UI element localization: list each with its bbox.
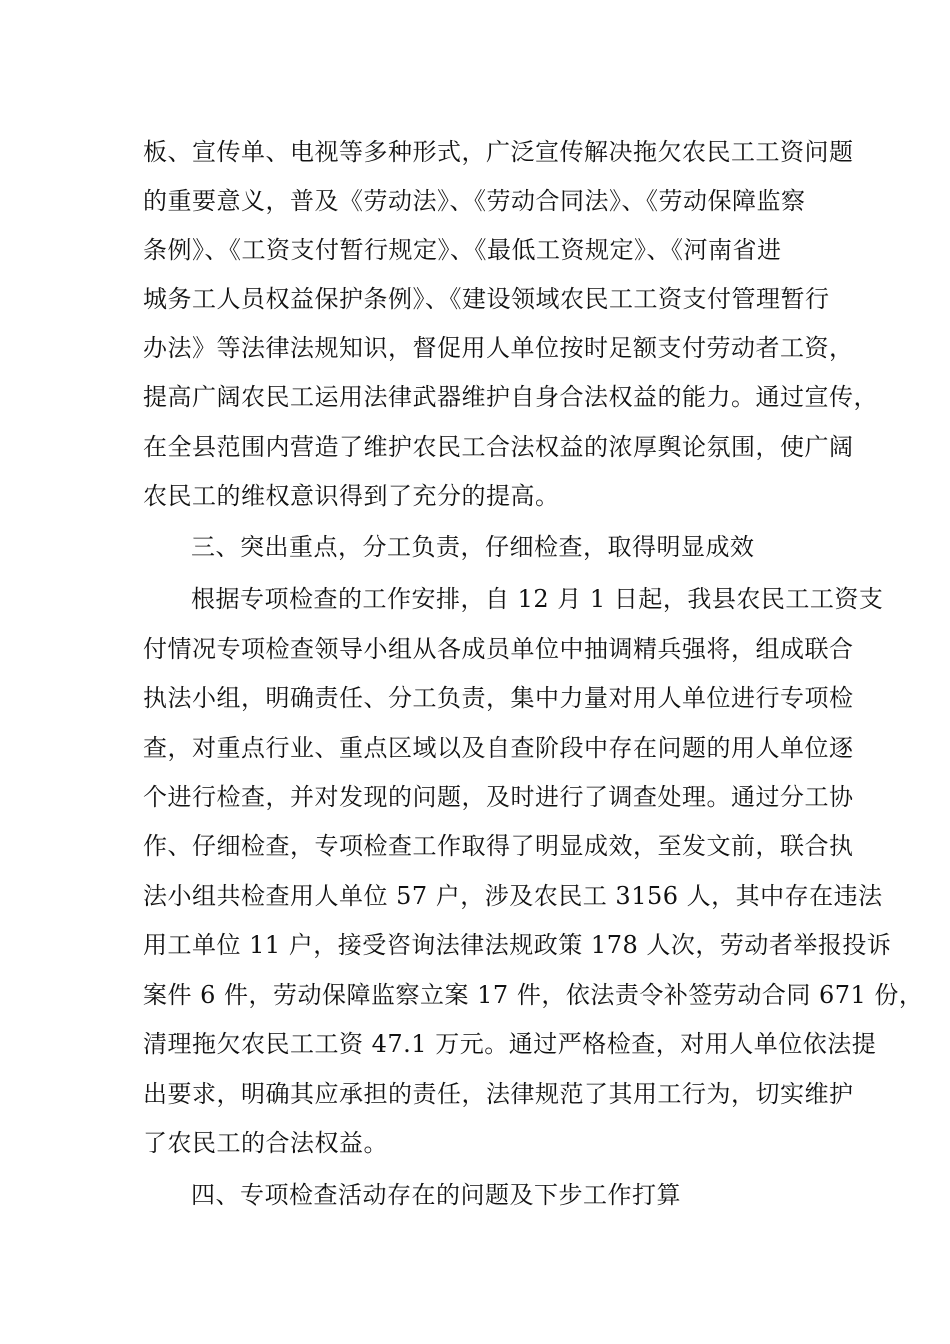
paragraph-line: 案件 6 件，劳动保障监察立案 17 件，依法责令补签劳动合同 671 份，: [143, 981, 924, 1009]
paragraph-line: 板、宣传单、电视等多种形式，广泛宣传解决拖欠农民工工资问题: [143, 138, 854, 166]
paragraph-line: 在全县范围内营造了维护农民工合法权益的浓厚舆论氛围，使广阔: [143, 433, 854, 461]
paragraph-line: 城务工人员权益保护条例》、《建设领域农民工工资支付管理暂行: [143, 285, 830, 313]
paragraph-line: 清理拖欠农民工工资 47.1 万元。通过严格检查，对用人单位依法提: [143, 1030, 877, 1058]
paragraph-line: 用工单位 11 户，接受咨询法律法规政策 178 人次，劳动者举报投诉: [143, 931, 892, 959]
paragraph-line: 个进行检查，并对发现的问题，及时进行了调查处理。通过分工协: [143, 783, 854, 811]
section-heading: 三、突出重点，分工负责，仔细检查，取得明显成效: [191, 533, 755, 561]
paragraph-line: 根据专项检查的工作安排，自 12 月 1 日起，我县农民工工资支: [191, 585, 884, 613]
paragraph-line: 的重要意义，普及《劳动法》、《劳动合同法》、《劳动保障监察: [143, 187, 806, 215]
paragraph-line: 办法》等法律法规知识，督促用人单位按时足额支付劳动者工资，: [143, 334, 854, 362]
paragraph-line: 条例》、《工资支付暂行规定》、《最低工资规定》、《河南省进: [143, 236, 782, 264]
paragraph-line: 提高广阔农民工运用法律武器维护自身合法权益的能力。通过宣传，: [143, 383, 878, 411]
paragraph-line: 付情况专项检查领导小组从各成员单位中抽调精兵强将，组成联合: [143, 635, 854, 663]
section-heading: 四、专项检查活动存在的问题及下步工作打算: [191, 1181, 681, 1209]
paragraph-line: 农民工的维权意识得到了充分的提高。: [143, 482, 560, 510]
paragraph-line: 了农民工的合法权益。: [143, 1129, 388, 1157]
paragraph-line: 法小组共检查用人单位 57 户，涉及农民工 3156 人，其中存在违法: [143, 882, 883, 910]
paragraph-line: 作、仔细检查，专项检查工作取得了明显成效，至发文前，联合执: [143, 832, 854, 860]
paragraph-line: 执法小组，明确责任、分工负责，集中力量对用人单位进行专项检: [143, 684, 854, 712]
paragraph-line: 查，对重点行业、重点区域以及自查阶段中存在问题的用人单位逐: [143, 734, 854, 762]
paragraph-line: 出要求，明确其应承担的责任，法律规范了其用工行为，切实维护: [143, 1080, 854, 1108]
